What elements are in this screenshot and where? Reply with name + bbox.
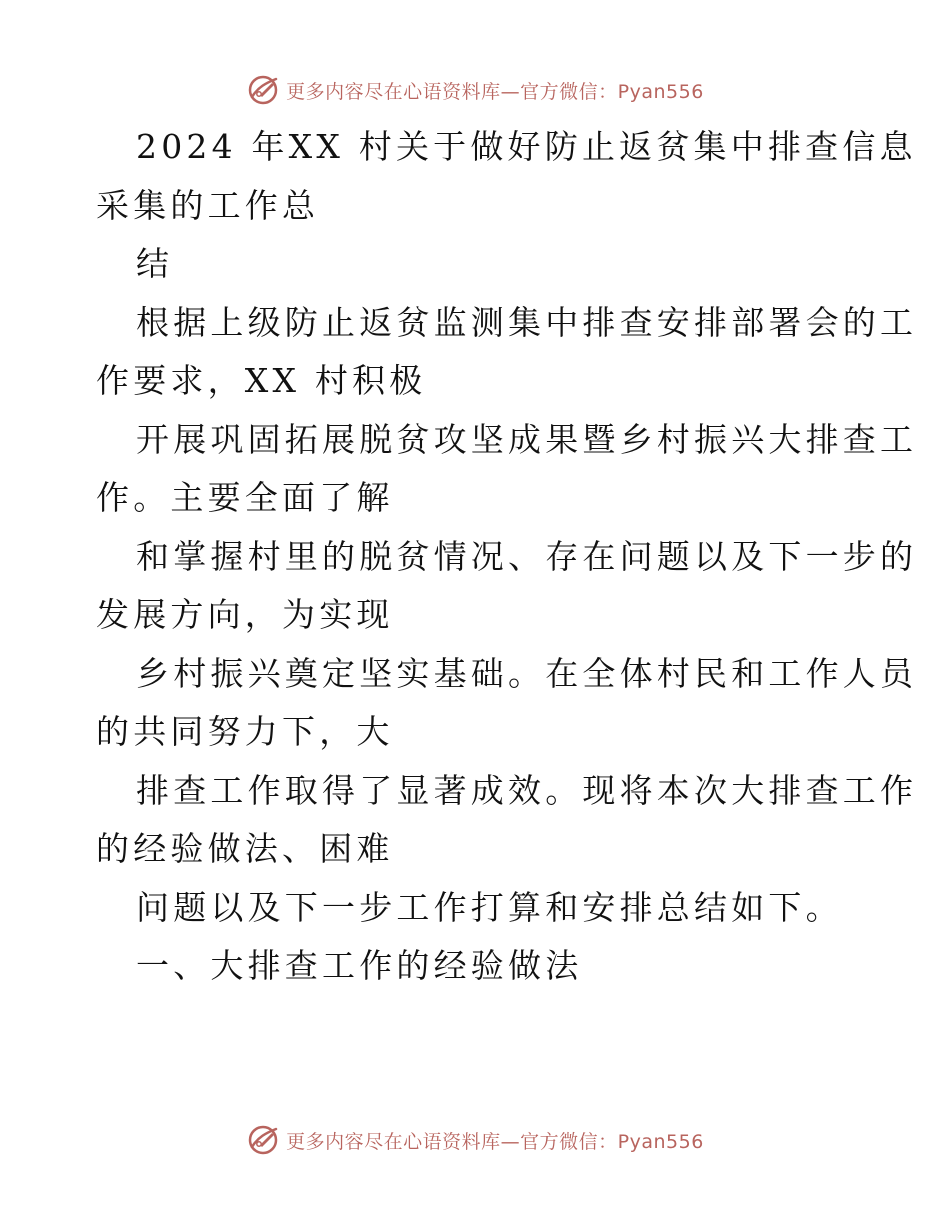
title-line-2: 采集的工作总: [96, 185, 320, 225]
paragraph-line: 乡村振兴奠定坚实基础。在全体村民和工作人员: [136, 653, 918, 693]
paragraph-line: 的共同努力下，大: [96, 712, 394, 751]
paragraph-line: 发展方向，为实现: [96, 595, 394, 634]
paragraph-line: 开展巩固拓展脱贫攻坚成果暨乡村振兴大排查工: [136, 419, 918, 459]
pen-swirl-logo-icon: [246, 1123, 280, 1157]
paragraph-line: 作要求，XX 村积极: [96, 361, 427, 400]
header-watermark-text: 更多内容尽在心语资料库—官方微信：Pyan556: [286, 80, 704, 103]
title-line-3: 结: [136, 244, 174, 283]
section-heading: 一、大排查工作的经验做法: [136, 946, 583, 985]
paragraph-line: 问题以及下一步工作打算和安排总结如下。: [136, 887, 843, 927]
paragraph-line: 的经验做法、困难: [96, 829, 394, 868]
footer-watermark-text: 更多内容尽在心语资料库—官方微信：Pyan556: [286, 1130, 704, 1153]
paragraph-line: 作。主要全面了解: [96, 478, 394, 517]
footer-watermark: [0, 1120, 950, 1160]
paragraph-line: 根据上级防止返贫监测集中排查安排部署会的工: [136, 302, 918, 342]
header-watermark: [0, 70, 950, 110]
paragraph-line: 排查工作取得了显著成效。现将本次大排查工作: [136, 770, 918, 810]
paragraph-line: 和掌握村里的脱贫情况、存在问题以及下一步的: [136, 536, 918, 576]
pen-swirl-logo-icon: [246, 73, 280, 107]
title-line-1: 2024 年XX 村关于做好防止返贫集中排查信息: [136, 127, 917, 166]
document-body: [96, 118, 918, 996]
